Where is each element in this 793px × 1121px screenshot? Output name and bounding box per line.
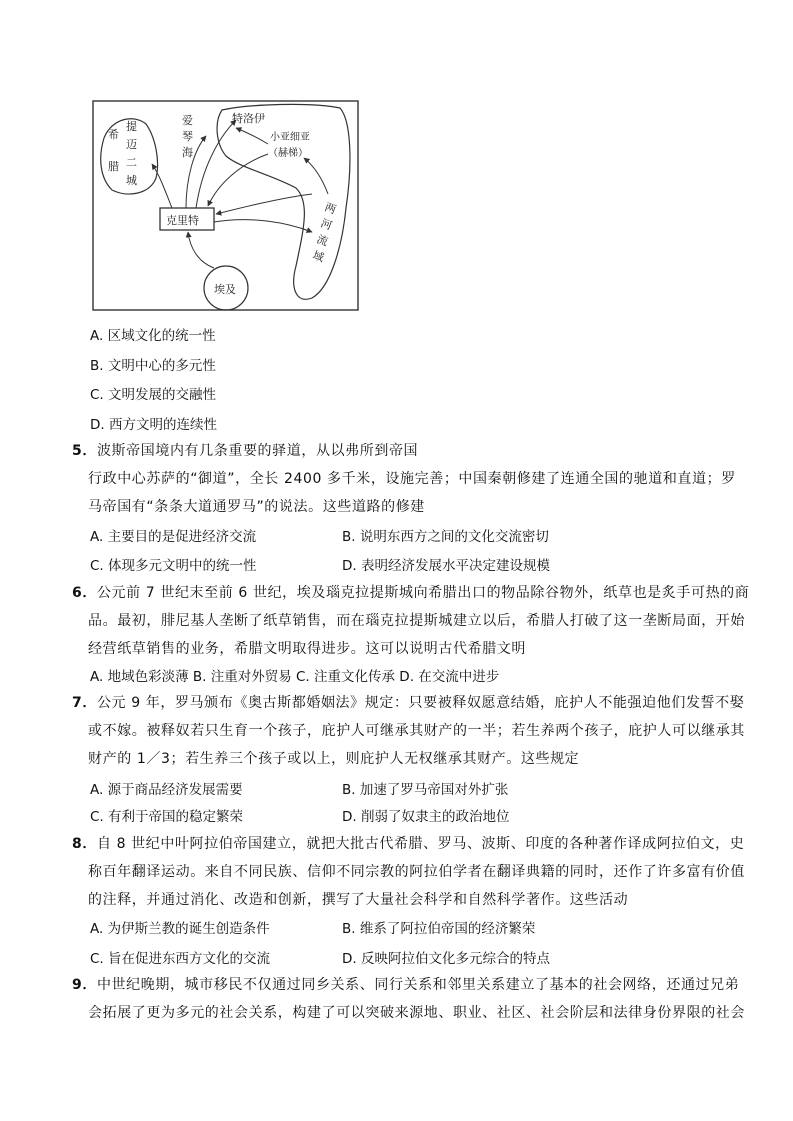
label-crete: 克里特 <box>166 214 199 227</box>
q9-stem-line2: 会拓展了更为多元的社会关系，构建了可以突破来源地、职业、社区、社会阶层和法律身份界限的社会 <box>88 1005 745 1021</box>
q8-option-c: C. 旨在促进东西方文化的交流 <box>90 951 271 967</box>
label-la: 腊 <box>108 160 119 173</box>
arrow-crete-to-greece <box>152 164 172 208</box>
q8-number: 8． <box>72 836 97 852</box>
label-cheng: 城 <box>126 174 137 187</box>
q5-option-b: B. 说明东西方之间的文化交流密切 <box>342 529 549 545</box>
q5-stem-line3: 马帝国有“条条大道通罗马”的说法。这些道路的修建 <box>88 499 425 515</box>
arrow-meso-to-asia <box>304 158 328 194</box>
label-liang: 两 <box>322 200 338 217</box>
q7-stem-line1: 7．公元 9 年，罗马颁布《奥古斯都婚姻法》规定：只要被释奴愿意结婚，庇护人不能强迫他们发誓不娶 <box>72 695 745 711</box>
q5-stem-line2: 行政中心苏萨的“御道”，全长 2400 多千米，设施完善；中国秦朝修建了连通全国的驰道和直道；罗 <box>88 471 736 487</box>
q7-number: 7． <box>72 695 97 711</box>
label-hittite: （赫梯） <box>268 148 308 159</box>
label-egypt: 埃及 <box>214 283 236 296</box>
label-yu: 域 <box>310 248 326 265</box>
q8-option-d: D. 反映阿拉伯文化多元综合的特点 <box>342 951 550 967</box>
q7-stem-line3: 财产的 1／3；若生养三个孩子或以上，则庇护人无权继承其财产。这些规定 <box>88 751 580 767</box>
label-he: 河 <box>318 216 334 233</box>
label-xi: 希 <box>108 128 119 141</box>
q9-stem-line1: 9．中世纪晚期，城市移民不仅通过同乡关系、同行关系和邻里关系建立了基本的社会网络，还通过兄弟 <box>72 977 740 993</box>
q6-options: A. 地域色彩淡薄 B. 注重对外贸易 C. 注重文化传承 D. 在交流中进步 <box>90 669 500 685</box>
label-mai: 迈 <box>126 138 137 151</box>
q8-option-b: B. 维系了阿拉伯帝国的经济繁荣 <box>342 921 536 937</box>
q7-option-c: C. 有利于帝国的稳定繁荣 <box>90 809 244 825</box>
q7-stem-line2: 或不嫁。被释奴若只生育一个孩子，庇护人可继承其财产的一半；若生养两个孩子，庇护人可以继承其 <box>88 723 745 739</box>
q7-option-d: D. 削弱了奴隶主的政治地位 <box>342 809 510 825</box>
arrow-asia-to-troy <box>236 128 268 144</box>
q6-stem-line1: 6．公元前 7 世纪末至前 6 世纪，埃及瑙克拉提斯城向希腊出口的物品除谷物外，纸草也是炙手可热的商 <box>72 585 750 601</box>
label-er: 二 <box>126 156 137 169</box>
label-aiqinhai-1: 爱 <box>182 114 193 127</box>
q7-option-b: B. 加速了罗马帝国对外扩张 <box>342 782 509 798</box>
label-liu: 流 <box>314 232 330 249</box>
label-troy: 特洛伊 <box>232 112 265 125</box>
civilization-exchange-map <box>90 98 362 312</box>
label-aiqinhai-3: 海 <box>182 146 193 159</box>
q5-option-a: A. 主要目的是促进经济交流 <box>90 529 257 545</box>
arrow-crete-to-troy <box>196 120 236 208</box>
q4-option-b: B. 文明中心的多元性 <box>90 358 216 374</box>
q5-option-c: C. 体现多元文明中的统一性 <box>90 558 257 574</box>
label-minor-asia: 小亚细亚 <box>270 132 310 143</box>
arrow-crete-to-meso <box>214 220 312 232</box>
q4-option-c: C. 文明发展的交融性 <box>90 387 217 403</box>
q5-number: 5． <box>72 443 97 459</box>
q6-number: 6． <box>72 585 97 601</box>
q4-option-a: A. 区域文化的统一性 <box>90 328 216 344</box>
q4-option-d: D. 西方文明的连续性 <box>90 417 217 433</box>
label-aiqinhai-2: 琴 <box>182 130 193 143</box>
arrow-egypt-to-crete <box>188 232 214 268</box>
label-ti: 提 <box>126 120 137 133</box>
q8-stem-line2: 称百年翻译运动。来自不同民族、信仰不同宗教的阿拉伯学者在翻译典籍的同时，还作了许多富有价值 <box>88 864 745 880</box>
q6-stem-line3: 经营纸草销售的业务，希腊文明取得进步。这可以说明古代希腊文明 <box>88 641 526 657</box>
q7-option-a: A. 源于商品经济发展需要 <box>90 782 243 798</box>
q5-option-d: D. 表明经济发展水平决定建设规模 <box>342 558 550 574</box>
arrow-meso-to-crete <box>216 194 312 214</box>
q8-stem-line3: 的注释，并通过消化、改造和创新，撰写了大量社会科学和自然科学著作。这些活动 <box>88 892 629 908</box>
q8-stem-line1: 8．自 8 世纪中叶阿拉伯帝国建立，就把大批古代希腊、罗马、波斯、印度的各种著作译成阿拉伯文，史 <box>72 836 745 852</box>
arrow-asia-to-crete <box>208 154 268 206</box>
q5-stem-line1: 5．波斯帝国境内有几条重要的驿道，从以弗所到帝国 <box>72 443 419 459</box>
q8-option-a: A. 为伊斯兰教的诞生创造条件 <box>90 921 270 937</box>
q6-stem-line2: 品。最初，腓尼基人垄断了纸草销售，而在瑙克拉提斯城建立以后，希腊人打破了这一垄断局面，开始 <box>88 613 745 629</box>
q9-number: 9． <box>72 977 97 993</box>
